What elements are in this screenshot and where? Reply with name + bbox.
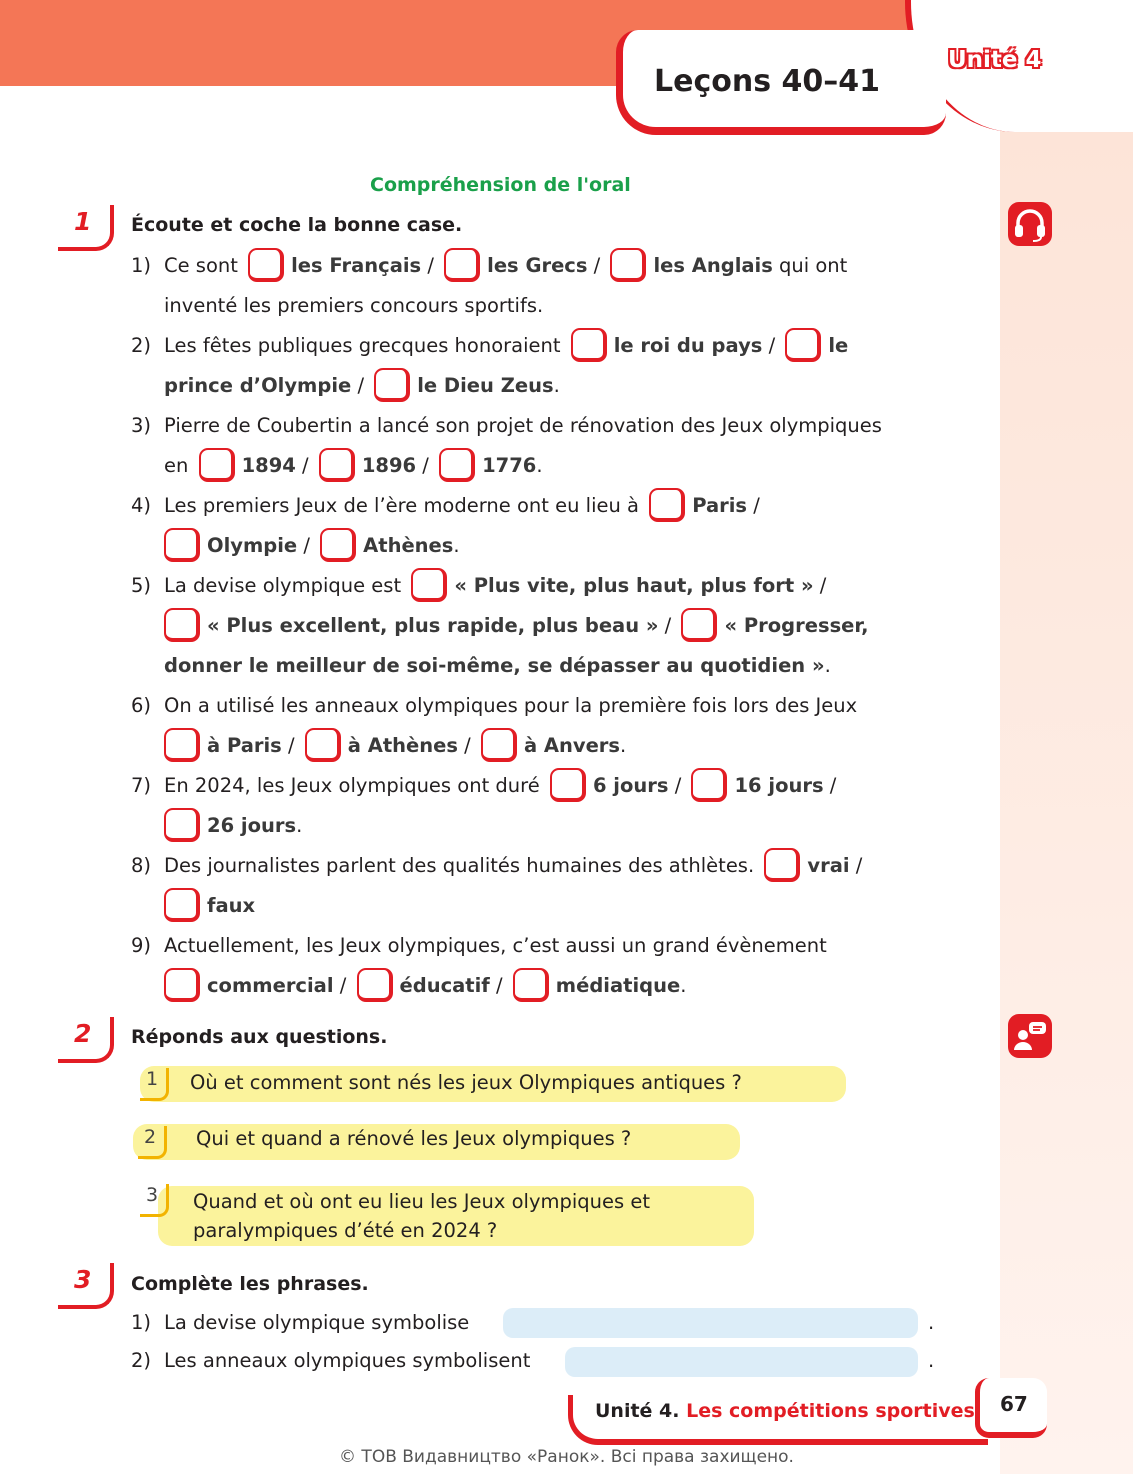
ex1-item-1-line2: inventé les premiers concours sportifs. — [164, 294, 544, 317]
question-2: Qui et quand a rénové les Jeux olympiques ? — [196, 1127, 632, 1150]
answer-blank[interactable] — [565, 1347, 918, 1377]
checkbox[interactable] — [691, 768, 727, 802]
ex1-item-7-line2: 26 jours. — [160, 806, 302, 846]
checkbox[interactable] — [248, 248, 284, 282]
ex1-item-5-line2: « Plus excellent, plus rapide, plus beau » / « Progresser, — [160, 606, 869, 646]
checkbox[interactable] — [649, 488, 685, 522]
exercise-2-instruction: Réponds aux questions. — [131, 1026, 388, 1048]
ex1-item-8-line1: 8) Des journalistes parlent des qualités humaines des athlètes. vrai / — [131, 846, 862, 886]
exercise-3-instruction: Complète les phrases. — [131, 1273, 369, 1295]
checkbox[interactable] — [411, 568, 447, 602]
ex3-item-1-end: . — [928, 1311, 935, 1334]
question-number: 3 — [146, 1184, 159, 1206]
checkbox[interactable] — [481, 728, 517, 762]
checkbox[interactable] — [439, 448, 475, 482]
speech-person-icon — [1008, 1014, 1052, 1058]
checkbox[interactable] — [199, 448, 235, 482]
checkbox[interactable] — [374, 368, 410, 402]
ex1-item-4-line2: Olympie / Athènes. — [160, 526, 460, 566]
checkbox[interactable] — [164, 528, 200, 562]
checkbox[interactable] — [164, 608, 200, 642]
checkbox[interactable] — [610, 248, 646, 282]
exercise-1-instruction: Écoute et coche la bonne case. — [131, 214, 463, 236]
question-3-line1: Quand et où ont eu lieu les Jeux olympiques et — [193, 1190, 651, 1213]
checkbox[interactable] — [305, 728, 341, 762]
ex1-item-1-line1: 1) Ce sont les Français / les Grecs / les Anglais qui ont — [131, 246, 847, 286]
checkbox[interactable] — [764, 848, 800, 882]
page-number: 67 — [1000, 1392, 1028, 1416]
checkbox[interactable] — [357, 968, 393, 1002]
unit-badge: Unité 4 — [948, 47, 1042, 73]
checkbox[interactable] — [681, 608, 717, 642]
ex1-item-9-line1: 9) Actuellement, les Jeux olympiques, c’est aussi un grand évènement — [131, 934, 827, 957]
checkbox[interactable] — [164, 808, 200, 842]
ex1-item-5-line1: 5) La devise olympique est « Plus vite, plus haut, plus fort » / — [131, 566, 826, 606]
ex1-item-7-line1: 7) En 2024, les Jeux olympiques ont duré 6 jours / 16 jours / — [131, 766, 836, 806]
checkbox[interactable] — [164, 968, 200, 1002]
checkbox[interactable] — [164, 888, 200, 922]
exercise-2-number: 2 — [58, 1017, 114, 1063]
ex3-item-1: 1) La devise olympique symbolise — [131, 1311, 470, 1334]
checkbox[interactable] — [164, 728, 200, 762]
checkbox[interactable] — [785, 328, 821, 362]
question-1: Où et comment sont nés les jeux Olympiques antiques ? — [190, 1071, 742, 1094]
exercise-1-number: 1 — [58, 205, 114, 251]
ex1-item-3-line2: en 1894 / 1896 / 1776. — [164, 446, 543, 486]
checkbox[interactable] — [550, 768, 586, 802]
question-3-line2: paralympiques d’été en 2024 ? — [193, 1219, 498, 1242]
ex1-item-2-line1: 2) Les fêtes publiques grecques honoraient le roi du pays / le — [131, 326, 848, 366]
checkbox[interactable] — [320, 528, 356, 562]
answer-blank[interactable] — [503, 1308, 918, 1338]
question-number: 2 — [144, 1126, 157, 1148]
ex1-item-3-line1: 3) Pierre de Coubertin a lancé son projet de rénovation des Jeux olympiques — [131, 414, 882, 437]
checkbox[interactable] — [513, 968, 549, 1002]
ex1-item-4-line1: 4) Les premiers Jeux de l’ère moderne ont eu lieu à Paris / — [131, 486, 760, 526]
ex1-item-5-line3: donner le meilleur de soi-même, se dépasser au quotidien ». — [164, 654, 831, 677]
ex1-item-6-line2: à Paris / à Athènes / à Anvers. — [160, 726, 626, 766]
ex3-item-2-end: . — [928, 1349, 935, 1372]
checkbox[interactable] — [444, 248, 480, 282]
question-number: 1 — [146, 1068, 159, 1090]
ex3-item-2: 2) Les anneaux olympiques symbolisent — [131, 1349, 531, 1372]
exercise-3-number: 3 — [58, 1263, 114, 1309]
ex1-item-9-line2: commercial / éducatif / médiatique. — [160, 966, 686, 1006]
copyright: © ТОВ Видавництво «Ранок». Всі права захищено. — [339, 1447, 794, 1467]
headphones-icon — [1008, 202, 1052, 246]
ex1-item-8-line2: faux — [160, 886, 255, 926]
ex1-item-6-line1: 6) On a utilisé les anneaux olympiques pour la première fois lors des Jeux — [131, 694, 858, 717]
ex1-item-2-line2: prince d’Olympie / le Dieu Zeus. — [164, 366, 560, 406]
checkbox[interactable] — [571, 328, 607, 362]
checkbox[interactable] — [319, 448, 355, 482]
page-title: Leçons 40–41 — [654, 64, 881, 99]
section-title: Compréhension de l'oral — [370, 174, 631, 196]
footer-unit: Unité 4. Les compétitions sportives — [595, 1400, 975, 1422]
